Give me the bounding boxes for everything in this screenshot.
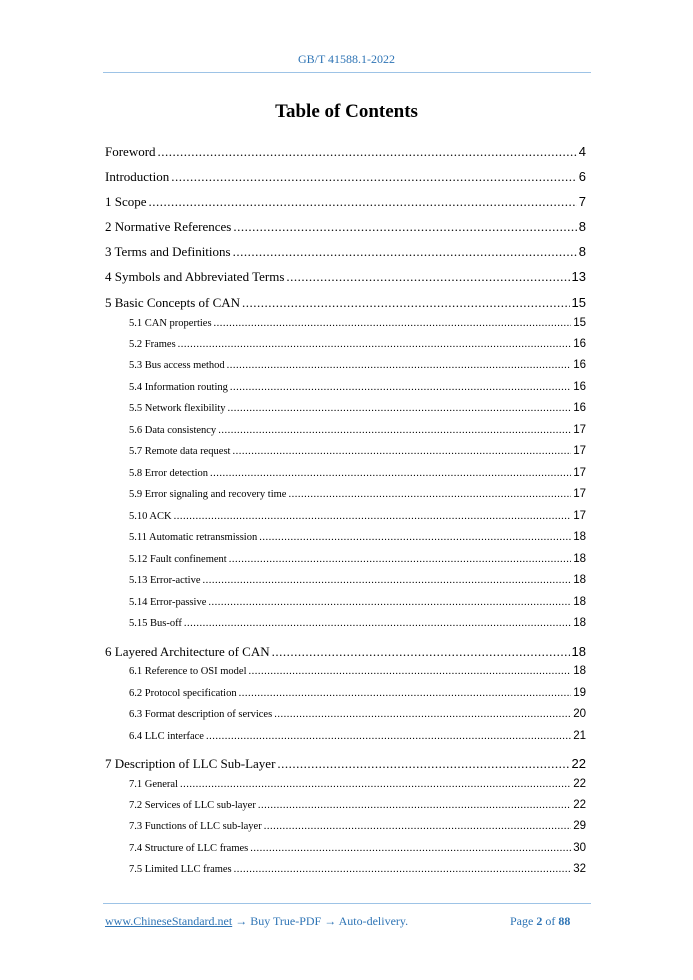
toc-entry-page: 18 bbox=[573, 531, 586, 543]
page-of-label: of bbox=[545, 914, 556, 928]
toc-entry-label: 7.4 Structure of LLC frames bbox=[129, 843, 249, 854]
total-pages: 88 bbox=[558, 914, 571, 928]
toc-entry-page: 17 bbox=[573, 445, 586, 457]
toc-entry-page: 15 bbox=[571, 295, 586, 310]
dot-leader bbox=[233, 219, 576, 235]
toc-entry-label: 5.11 Automatic retransmission bbox=[129, 532, 258, 543]
toc-entry-label: 5.14 Error-passive bbox=[129, 597, 207, 608]
toc-entry-label: Foreword bbox=[105, 144, 156, 159]
dot-leader bbox=[178, 339, 572, 350]
toc-entry-page: 18 bbox=[573, 596, 586, 608]
website-link[interactable]: www.ChineseStandard.net bbox=[105, 914, 233, 928]
toc-entry-page: 19 bbox=[573, 687, 586, 699]
toc-subentry[interactable] bbox=[129, 359, 586, 371]
toc-entry[interactable] bbox=[105, 169, 586, 185]
toc-entry-label: 5.6 Data consistency bbox=[129, 425, 217, 436]
toc-entry-page: 18 bbox=[573, 553, 586, 565]
toc-entry-page: 16 bbox=[573, 381, 586, 393]
toc-subentry[interactable] bbox=[129, 863, 586, 875]
toc-subentry[interactable] bbox=[129, 687, 586, 699]
toc-entry-page: 6 bbox=[578, 169, 586, 184]
toc-entry-label: 6.1 Reference to OSI model bbox=[129, 666, 247, 677]
toc-entry[interactable] bbox=[105, 269, 586, 285]
toc-subentry[interactable] bbox=[129, 778, 586, 790]
toc-entry-label: 7 Description of LLC Sub-Layer bbox=[105, 756, 276, 771]
toc-entry-page: 18 bbox=[573, 617, 586, 629]
toc-entry[interactable] bbox=[105, 644, 586, 660]
toc-subentry[interactable] bbox=[129, 842, 586, 854]
buy-pdf-text: Buy True-PDF bbox=[250, 914, 322, 928]
toc-entry-page: 13 bbox=[571, 269, 586, 284]
toc-subentry[interactable] bbox=[129, 338, 586, 350]
dot-leader bbox=[174, 511, 572, 522]
toc-entry-page: 29 bbox=[573, 820, 586, 832]
toc-entry-label: 5.10 ACK bbox=[129, 511, 172, 522]
toc-entry-label: 5.2 Frames bbox=[129, 339, 176, 350]
dot-leader bbox=[158, 144, 577, 160]
toc-subentry[interactable] bbox=[129, 596, 586, 608]
toc-entry-page: 4 bbox=[578, 144, 586, 159]
toc-entry[interactable] bbox=[105, 194, 586, 210]
dot-leader bbox=[203, 575, 572, 586]
toc-entry-page: 17 bbox=[573, 488, 586, 500]
toc-entry-page: 32 bbox=[573, 863, 586, 875]
dot-leader bbox=[249, 666, 572, 677]
dot-leader bbox=[171, 169, 577, 185]
toc-entry-label: 7.2 Services of LLC sub-layer bbox=[129, 800, 256, 811]
toc-entry-label: 7.1 General bbox=[129, 779, 178, 790]
toc-subentry[interactable] bbox=[129, 488, 586, 500]
toc-entry-label: 7.3 Functions of LLC sub-layer bbox=[129, 821, 262, 832]
toc-entry-page: 18 bbox=[573, 665, 586, 677]
toc-entry-label: 5.1 CAN properties bbox=[129, 318, 212, 329]
toc-subentry[interactable] bbox=[129, 708, 586, 720]
toc-subentry[interactable] bbox=[129, 820, 586, 832]
current-page: 2 bbox=[536, 914, 543, 928]
dot-leader bbox=[286, 269, 569, 285]
dot-leader bbox=[239, 688, 572, 699]
toc-entry-label: Introduction bbox=[105, 169, 170, 184]
dot-leader bbox=[250, 843, 571, 854]
dot-leader bbox=[229, 554, 572, 565]
dot-leader bbox=[206, 731, 571, 742]
delivery-text: Auto-delivery. bbox=[338, 914, 409, 928]
dot-leader bbox=[227, 360, 572, 371]
toc-entry-page: 16 bbox=[573, 402, 586, 414]
toc-entry-label: 5.4 Information routing bbox=[129, 382, 228, 393]
toc-subentry[interactable] bbox=[129, 317, 586, 329]
toc-entry-page: 22 bbox=[573, 778, 586, 790]
page-number bbox=[510, 914, 570, 929]
dot-leader bbox=[184, 618, 571, 629]
toc-entry-label: 6 Layered Architecture of CAN bbox=[105, 644, 270, 659]
page-title: Table of Contents bbox=[275, 101, 418, 122]
toc-entry-label: 4 Symbols and Abbreviated Terms bbox=[105, 269, 285, 284]
toc-subentry[interactable] bbox=[129, 402, 586, 414]
toc-subentry[interactable] bbox=[129, 553, 586, 565]
toc-subentry[interactable] bbox=[129, 799, 586, 811]
toc-subentry[interactable] bbox=[129, 445, 586, 457]
dot-leader bbox=[277, 756, 569, 772]
toc-entry-label: 5.7 Remote data request bbox=[129, 446, 231, 457]
dot-leader bbox=[208, 597, 571, 608]
footer-rule bbox=[103, 903, 591, 904]
page-label: Page bbox=[510, 914, 534, 928]
toc-entry-label: 5 Basic Concepts of CAN bbox=[105, 295, 241, 310]
toc-entry-label: 5.15 Bus-off bbox=[129, 618, 182, 629]
toc-entry-label: 5.13 Error-active bbox=[129, 575, 201, 586]
dot-leader bbox=[258, 800, 571, 811]
dot-leader bbox=[259, 532, 571, 543]
toc-subentry[interactable] bbox=[129, 617, 586, 629]
toc-entry-page: 8 bbox=[578, 244, 586, 259]
header-rule bbox=[103, 72, 591, 73]
toc-entry-page: 20 bbox=[573, 708, 586, 720]
toc-subentry[interactable] bbox=[129, 665, 586, 677]
dot-leader bbox=[242, 295, 569, 311]
dot-leader bbox=[232, 446, 571, 457]
toc-entry-label: 5.9 Error signaling and recovery time bbox=[129, 489, 287, 500]
dot-leader bbox=[214, 318, 572, 329]
dot-leader bbox=[149, 194, 577, 210]
toc-entry-page: 17 bbox=[573, 424, 586, 436]
dot-leader bbox=[218, 425, 571, 436]
toc-entry-page: 22 bbox=[571, 756, 586, 771]
arrow-icon: → bbox=[235, 914, 248, 928]
toc-entry-page: 16 bbox=[573, 338, 586, 350]
toc-entry-page: 18 bbox=[573, 574, 586, 586]
toc-subentry[interactable] bbox=[129, 510, 586, 522]
running-header: GB/T 41588.1-2022 bbox=[297, 52, 396, 66]
toc-entry-page: 15 bbox=[573, 317, 586, 329]
arrow-icon: → bbox=[324, 914, 337, 928]
toc-entry-page: 21 bbox=[573, 730, 586, 742]
toc-entry-label: 5.8 Error detection bbox=[129, 468, 209, 479]
dot-leader bbox=[234, 864, 572, 875]
toc-entry[interactable] bbox=[105, 244, 586, 260]
toc-entry-page: 17 bbox=[573, 510, 586, 522]
toc-entry-label: 7.5 Limited LLC frames bbox=[129, 864, 232, 875]
toc-entry-label: 5.12 Fault confinement bbox=[129, 554, 227, 565]
toc-subentry[interactable] bbox=[129, 531, 586, 543]
dot-leader bbox=[288, 489, 571, 500]
dot-leader bbox=[274, 709, 571, 720]
toc-entry-label: 1 Scope bbox=[105, 194, 147, 209]
dot-leader bbox=[230, 382, 571, 393]
dot-leader bbox=[233, 244, 577, 260]
toc-subentry[interactable] bbox=[129, 730, 586, 742]
toc-entry[interactable] bbox=[105, 144, 586, 160]
toc-entry-page: 18 bbox=[571, 644, 586, 659]
toc-entry-page: 17 bbox=[573, 467, 586, 479]
dot-leader bbox=[228, 403, 572, 414]
toc-entry-label: 5.3 Bus access method bbox=[129, 360, 225, 371]
dot-leader bbox=[180, 779, 571, 790]
toc-entry-label: 2 Normative References bbox=[105, 219, 232, 234]
toc-subentry[interactable] bbox=[129, 424, 586, 436]
dot-leader bbox=[210, 468, 571, 479]
dot-leader bbox=[272, 644, 570, 660]
toc-entry-page: 22 bbox=[573, 799, 586, 811]
toc-entry-label: 6.3 Format description of services bbox=[129, 709, 273, 720]
footer-promo bbox=[105, 914, 408, 929]
toc-entry-page: 16 bbox=[573, 359, 586, 371]
toc-entry[interactable] bbox=[105, 756, 586, 772]
toc-entry-label: 6.2 Protocol specification bbox=[129, 688, 237, 699]
toc-entry[interactable] bbox=[105, 295, 586, 311]
toc-entry-page: 7 bbox=[578, 194, 586, 209]
toc-entry-label: 3 Terms and Definitions bbox=[105, 244, 231, 259]
toc-subentry[interactable] bbox=[129, 467, 586, 479]
toc-subentry[interactable] bbox=[129, 574, 586, 586]
toc-entry-label: 5.5 Network flexibility bbox=[129, 403, 226, 414]
toc-entry[interactable] bbox=[105, 219, 586, 235]
toc-subentry[interactable] bbox=[129, 381, 586, 393]
toc-entry-page: 30 bbox=[573, 842, 586, 854]
toc-entry-label: 6.4 LLC interface bbox=[129, 731, 204, 742]
dot-leader bbox=[264, 821, 572, 832]
toc-entry-page: 8 bbox=[578, 219, 586, 234]
